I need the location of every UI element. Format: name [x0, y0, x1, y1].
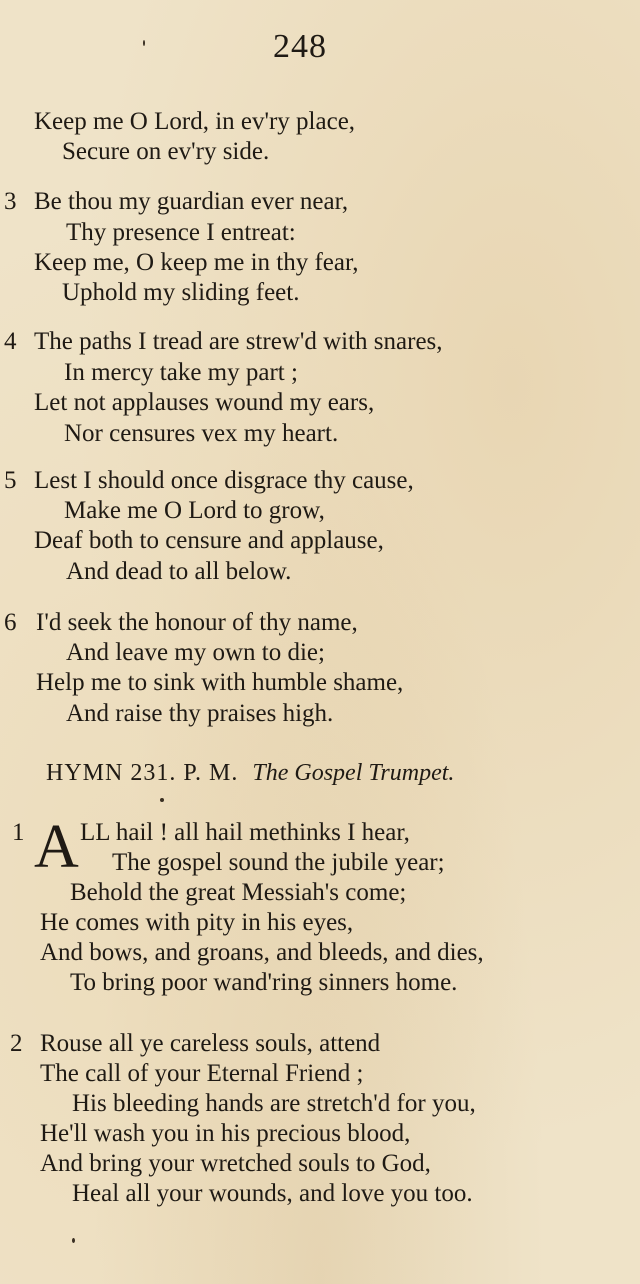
verse-line: In mercy take my part ; — [64, 359, 298, 386]
verse-line: The paths I tread are strew'd with snares, — [34, 328, 443, 355]
verse-line: And raise thy praises high. — [66, 700, 334, 727]
ink-speck — [160, 798, 164, 802]
stanza-number: 2 — [10, 1030, 23, 1057]
stanza-number: 3 — [4, 188, 17, 215]
verse-line: Keep me, O keep me in thy fear, — [34, 249, 359, 276]
verse-line: And bows, and groans, and bleeds, and dies, — [40, 939, 484, 966]
verse-line: Nor censures vex my heart. — [64, 420, 339, 447]
verse-line: LL hail ! all hail methinks I hear, — [80, 819, 410, 846]
stanza-number: 5 — [4, 467, 17, 494]
verse-line: He'll wash you in his precious blood, — [40, 1120, 411, 1147]
hymn-heading — [46, 758, 454, 788]
verse-line: Behold the great Messiah's come; — [70, 879, 407, 906]
verse-line: He comes with pity in his eyes, — [40, 909, 354, 936]
stanza-number: 6 — [4, 609, 17, 636]
verse-line: To bring poor wand'ring sinners home. — [70, 969, 458, 996]
verse-line: Secure on ev'ry side. — [62, 138, 270, 165]
verse-line: Heal all your wounds, and love you too. — [72, 1180, 473, 1207]
verse-line: Let not applauses wound my ears, — [34, 389, 375, 416]
hymn-subtitle: The Gospel Trumpet. — [252, 760, 455, 786]
verse-line: The gospel sound the jubile year; — [112, 849, 445, 876]
drop-cap: A — [34, 813, 79, 881]
verse-line: And dead to all below. — [66, 558, 292, 585]
stanza-number: 1 — [12, 819, 25, 846]
verse-line: Lest I should once disgrace thy cause, — [34, 467, 414, 494]
stanza-number: 4 — [4, 328, 17, 355]
verse-line: His bleeding hands are stretch'd for you, — [72, 1090, 476, 1117]
verse-line: Uphold my sliding feet. — [62, 279, 300, 306]
ink-speck — [143, 40, 145, 46]
hymn-number: HYMN 231. P. M. — [46, 760, 239, 786]
ink-speck — [72, 1238, 75, 1243]
verse-line: Deaf both to censure and applause, — [34, 527, 384, 554]
verse-line: Rouse all ye careless souls, attend — [40, 1030, 381, 1057]
verse-line: Keep me O Lord, in ev'ry place, — [34, 108, 356, 135]
verse-line: The call of your Eternal Friend ; — [40, 1060, 364, 1087]
verse-line: And bring your wretched souls to God, — [40, 1150, 431, 1177]
verse-line: And leave my own to die; — [66, 639, 325, 666]
verse-line: Thy presence I entreat: — [66, 219, 296, 246]
verse-line: Make me O Lord to grow, — [64, 497, 325, 524]
page-number: 248 — [273, 28, 327, 65]
verse-line: I'd seek the honour of thy name, — [36, 609, 358, 636]
verse-line: Be thou my guardian ever near, — [34, 188, 349, 215]
verse-line: Help me to sink with humble shame, — [36, 669, 404, 696]
